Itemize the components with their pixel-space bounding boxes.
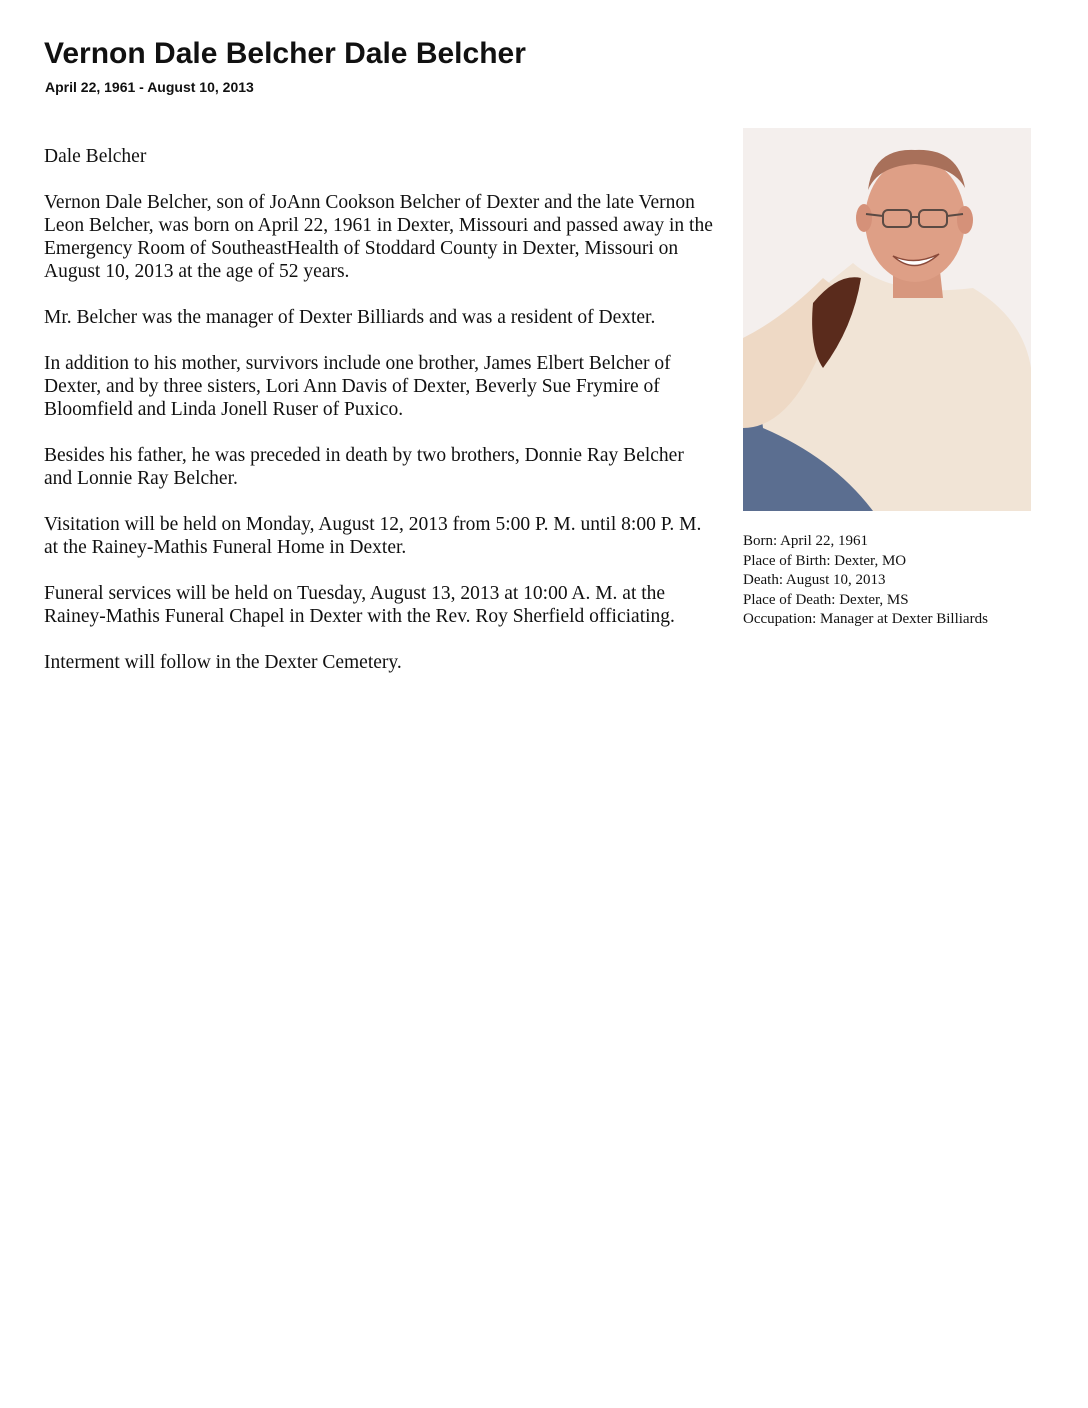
fact-place-of-birth: Place of Birth: Dexter, MO xyxy=(743,552,907,569)
fact-place-of-death: Place of Death: Dexter, MS xyxy=(743,591,909,608)
vital-facts xyxy=(743,532,1073,630)
obituary-title: Vernon Dale Belcher Dale Belcher xyxy=(44,37,526,70)
obituary-paragraph: Visitation will be held on Monday, August 12, 2013 from 5:00 P. M. until 8:00 P. M. at the Rainey-Mathis Funeral Home in Dexter. xyxy=(44,514,702,558)
obituary-paragraph: Vernon Dale Belcher, son of JoAnn Cookson Belcher of Dexter and the late Vernon Leon Belcher, was born on April 22, 1961 in Dexter, Missouri and passed away in the Emergency Room of SoutheastHealth of Stoddard County in Dexter, Missouri on August 10, 2013 at the age of 52 years. xyxy=(44,192,713,282)
portrait-illustration xyxy=(743,128,1031,511)
obituary-body xyxy=(44,145,714,697)
fact-occupation: Occupation: Manager at Dexter Billiards xyxy=(743,611,988,628)
obituary-paragraph: Mr. Belcher was the manager of Dexter Billiards and was a resident of Dexter. xyxy=(44,307,656,328)
fact-death: Death: August 10, 2013 xyxy=(743,572,886,589)
fact-born: Born: April 22, 1961 xyxy=(743,533,869,549)
obituary-paragraph: In addition to his mother, survivors include one brother, James Elbert Belcher of Dexter, and by three sisters, Lori Ann Davis of Dexter, Beverly Sue Frymire of Bloomfield and Linda Jonell Ruser of Puxico. xyxy=(44,353,671,420)
obituary-paragraph: Besides his father, he was preceded in death by two brothers, Donnie Ray Belcher and Lonnie Ray Belcher. xyxy=(44,445,684,489)
life-dates: April 22, 1961 - August 10, 2013 xyxy=(45,79,254,95)
obituary-paragraph: Dale Belcher xyxy=(44,146,147,167)
obituary-paragraph: Funeral services will be held on Tuesday, August 13, 2013 at 10:00 A. M. at the Rainey-Mathis Funeral Chapel in Dexter with the Rev. Roy Sherfield officiating. xyxy=(44,583,675,627)
obituary-paragraph: Interment will follow in the Dexter Cemetery. xyxy=(44,652,402,673)
portrait-photo xyxy=(743,128,1031,511)
